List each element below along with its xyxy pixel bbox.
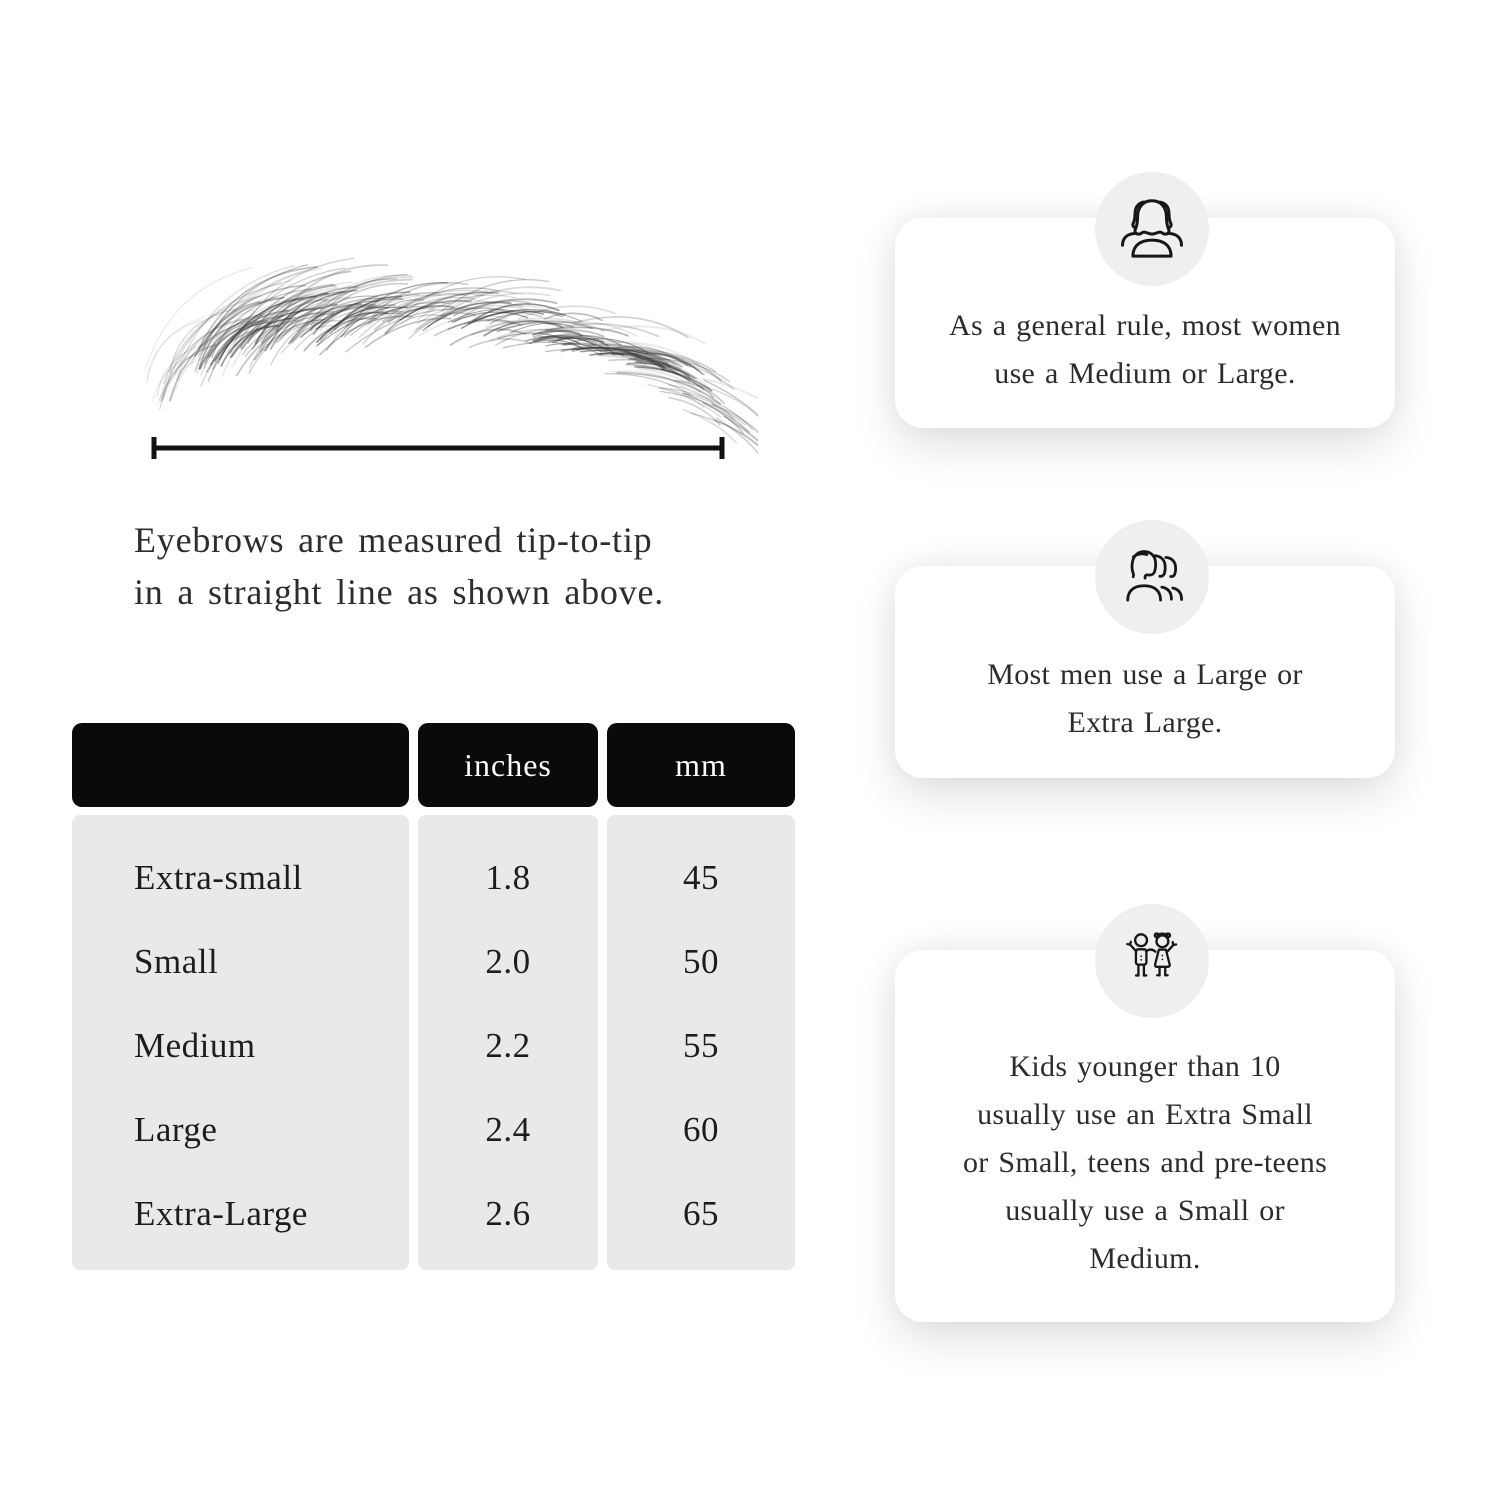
table-row-label: Extra-Large (134, 1194, 308, 1233)
kids-icon (1095, 904, 1209, 1018)
table-cell-mm: 55 (683, 1026, 719, 1065)
table-row-label: Large (134, 1110, 218, 1149)
size-table (72, 723, 795, 1270)
table-cell-inches: 1.8 (485, 858, 531, 897)
measurement-caption (134, 514, 784, 618)
card-men-text: Most men use a Large or Extra Large. (987, 658, 1303, 739)
table-row-label: Extra-small (134, 858, 303, 897)
table-cell-mm: 65 (683, 1194, 719, 1233)
table-header-blank (72, 723, 409, 807)
caption-line-2: in a straight line as shown above. (134, 572, 665, 612)
women-group-icon (1095, 172, 1209, 286)
table-cell-mm: 60 (683, 1110, 719, 1149)
table-column-labels (72, 815, 409, 1270)
card-kids-text: Kids younger than 10 usually use an Extra Small or Small, teens and pre-teens usually use a Small or Medium. (962, 1050, 1328, 1275)
table-header-inches: inches (418, 723, 598, 807)
table-cell-mm: 45 (683, 858, 719, 897)
table-cell-inches: 2.2 (485, 1026, 531, 1065)
table-cell-inches: 2.4 (485, 1110, 531, 1149)
measurement-line-icon (146, 432, 730, 464)
table-column-mm (607, 815, 795, 1270)
table-header-mm: mm (607, 723, 795, 807)
table-column-inches (418, 815, 598, 1270)
men-group-icon (1095, 520, 1209, 634)
table-cell-mm: 50 (683, 942, 719, 981)
eyebrow-illustration (108, 170, 758, 460)
table-cell-inches: 2.0 (485, 942, 531, 981)
table-row-label: Medium (134, 1026, 256, 1065)
table-cell-inches: 2.6 (485, 1194, 531, 1233)
table-row-label: Small (134, 942, 219, 981)
card-women-text: As a general rule, most women use a Medium or Large. (949, 309, 1341, 390)
caption-line-1: Eyebrows are measured tip-to-tip (134, 520, 653, 560)
